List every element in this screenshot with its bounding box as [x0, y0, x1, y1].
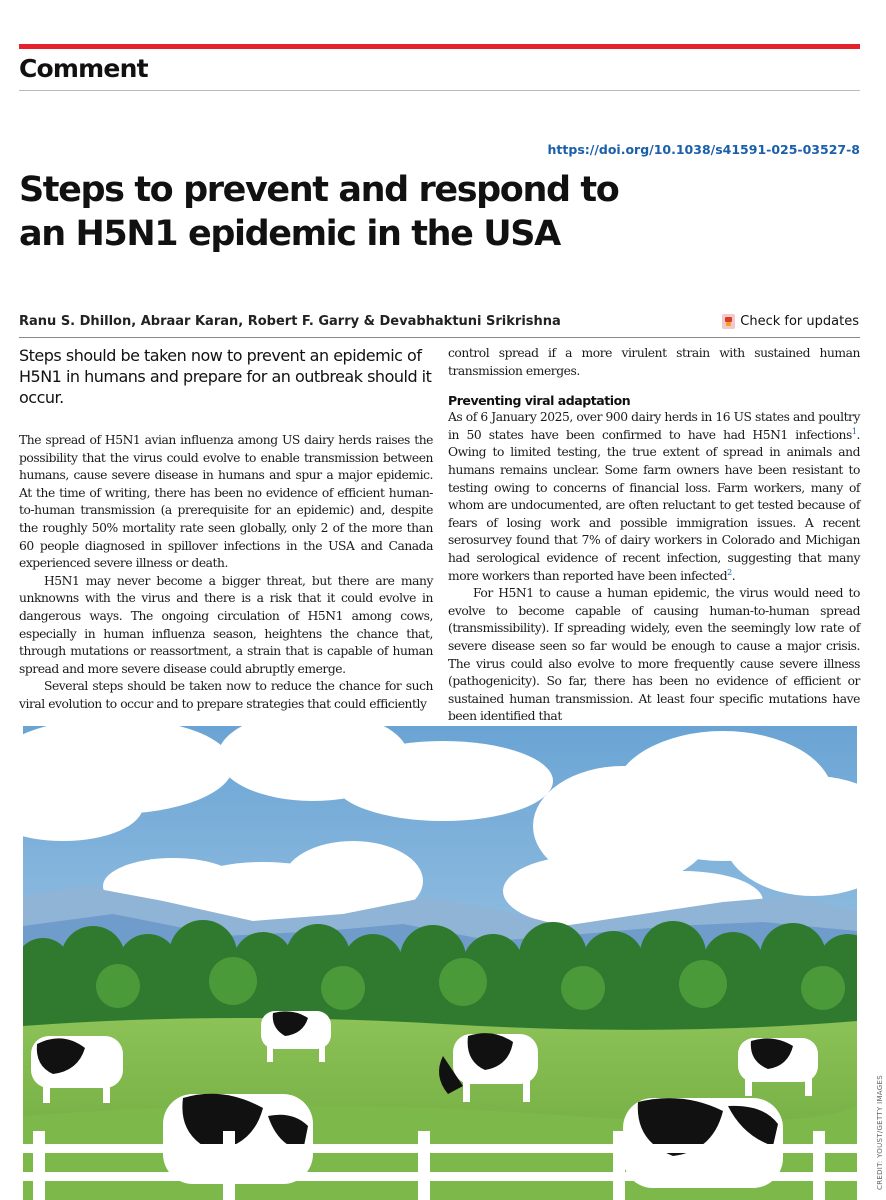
farm-illustration: [23, 726, 857, 1200]
body-paragraph: H5N1 may never become a bigger threat, but there are many unknowns with the virus and there is a risk that it could evolve in dangerous ways. The ongoing circulation of H5N1 among cows, especially in human influenza season, heightens the chance that, through mutations or reassortment, a strain that is capable of human spread and more severe disease could abruptly emerge.: [19, 573, 433, 676]
header-divider: [19, 90, 860, 91]
body-text: As of 6 January 2025, over 900 dairy herds in 16 US states and poultry in 50 states have been confirmed to have had H5N1 infections: [448, 410, 860, 442]
author-divider: [19, 337, 860, 338]
body-paragraph: Several steps should be taken now to reduce the chance for such viral evolution to occur and to prepare strategies that could efficiently: [19, 679, 433, 711]
standfirst: Steps should be taken now to prevent an epidemic of H5N1 in humans and prepare for an outbreak should it occur.: [19, 346, 432, 407]
illustration-svg: [23, 726, 857, 1200]
body-paragraph: The spread of H5N1 avian influenza among US dairy herds raises the possibility that the virus could evolve to enable transmission between humans, cause severe disease in humans and spur a major epidemic. At the time of writing, there has been no evidence of efficient human-to-human transmission (a prerequisite for an epidemic) and, despite the roughly 50% mortality rate seen globally, only 2 of the more than 60 people diagnosed in spillover infections in the USA and Canada experienced severe illness or death.: [19, 433, 433, 571]
author-list: Ranu S. Dhillon, Abraar Karan, Robert F. Garry & Devabhaktuni Srikrishna: [19, 314, 561, 329]
left-column: [19, 345, 433, 714]
body-text: .: [731, 568, 736, 583]
article-title: [19, 168, 719, 256]
check-for-updates-label: Check for updates: [740, 314, 859, 329]
title-line-1: Steps to prevent and respond to: [19, 170, 619, 210]
reference-link[interactable]: 1: [851, 426, 857, 436]
body-text: . Owing to limited testing, the true extent of spread in animals and humans remains unclear. Some farm owners have been resistant to testing owing to concerns of financial loss. Farm workers, many of whom are undocumented, are often reluctant to get tested because of fears of losing work and possible immigration issues. A recent serosurvey found that 7% of dairy workers in Colorado and Michigan had serological evidence of recent infection, suggesting that many more workers than reported have been infected: [448, 427, 860, 583]
body-paragraph: For H5N1 to cause a human epidemic, the virus would need to evolve to become capable of causing human-to-human spread (transmissibility). If spreading widely, even the seemingly low rate of severe disease seen so far would be enough to cause a major crisis. The virus could also evolve to more frequently cause severe illness (pathogenicity). So far, there has been no evidence of efficient or sustained human transmission. At least four specific mutations have been identified that: [448, 586, 860, 724]
check-for-updates-button[interactable]: [722, 314, 859, 329]
title-line-2: an H5N1 epidemic in the USA: [19, 214, 560, 254]
reference-link[interactable]: 2: [727, 567, 732, 577]
image-credit: CREDIT: YOUST/GETTY IMAGES: [876, 1075, 884, 1190]
check-for-updates-icon: [722, 314, 735, 329]
body-paragraph: [448, 409, 860, 585]
cow: [163, 1094, 313, 1184]
header-accent-bar: [19, 44, 860, 49]
body-paragraph-continued: control spread if a more virulent strain with sustained human transmission emerges.: [448, 346, 860, 378]
right-column: [448, 345, 860, 726]
section-label: Comment: [19, 54, 148, 83]
section-heading: Preventing viral adaptation: [448, 393, 631, 409]
doi-link[interactable]: https://doi.org/10.1038/s41591-025-03527-8: [547, 142, 860, 157]
